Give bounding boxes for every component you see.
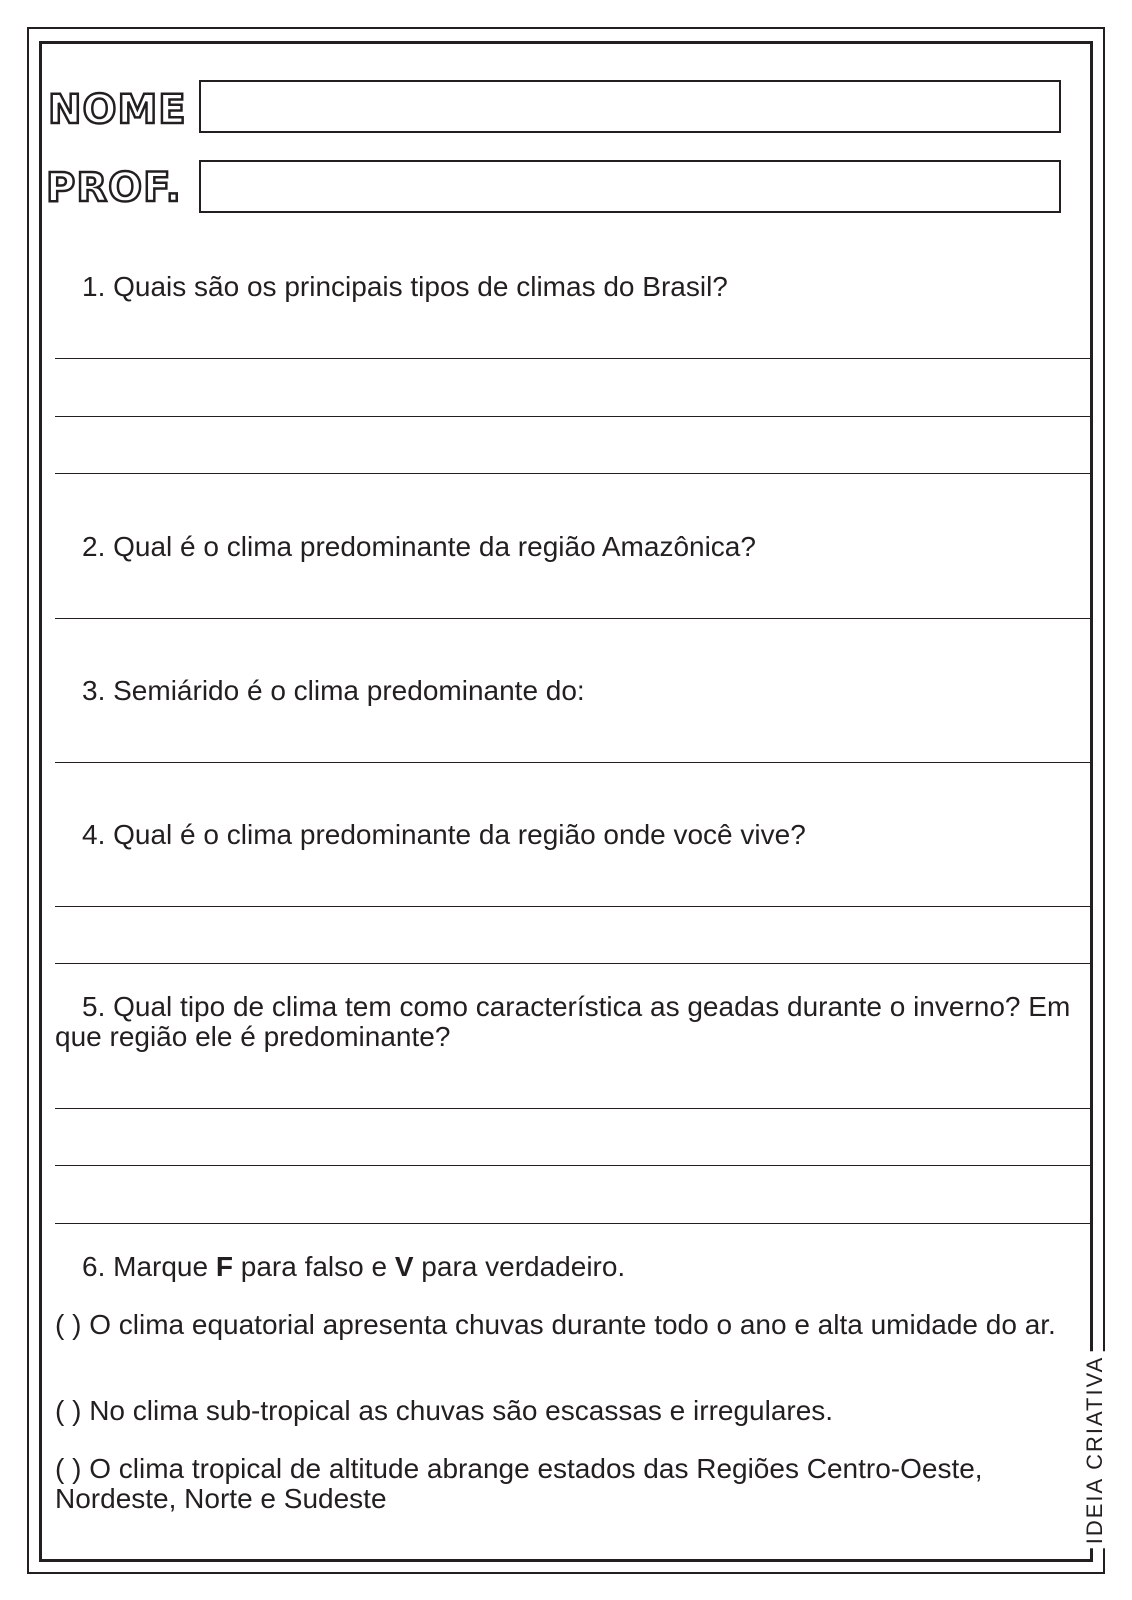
answer-line[interactable] bbox=[55, 1223, 1090, 1224]
answer-line[interactable] bbox=[55, 473, 1090, 474]
watermark-text: IDEIA CRIATIVA bbox=[1082, 1352, 1108, 1549]
question-4: 4. Qual é o clima predominante da região onde você vive? bbox=[82, 819, 806, 850]
true-false-item[interactable]: ( ) No clima sub-tropical as chuvas são escassas e irregulares. bbox=[55, 1395, 834, 1426]
answer-line[interactable] bbox=[55, 618, 1090, 619]
true-marker: V bbox=[394, 1251, 414, 1282]
answer-line[interactable] bbox=[55, 1165, 1090, 1166]
answer-line[interactable] bbox=[55, 906, 1090, 907]
true-false-item[interactable]: ( ) O clima equatorial apresenta chuvas durante todo o ano e alta umidade do ar. bbox=[55, 1309, 1056, 1340]
answer-line[interactable] bbox=[55, 358, 1090, 359]
question-5: 5. Qual tipo de clima tem como característica as geadas durante o inverno? Em que região ele é predominante? bbox=[55, 991, 1071, 1052]
answer-line[interactable] bbox=[55, 416, 1090, 417]
question-3: 3. Semiárido é o clima predominante do: bbox=[82, 675, 585, 706]
answer-line[interactable] bbox=[55, 1108, 1090, 1109]
watermark bbox=[1080, 1340, 1110, 1560]
question-1: 1. Quais são os principais tipos de climas do Brasil? bbox=[82, 271, 728, 302]
name-field[interactable] bbox=[199, 80, 1061, 133]
answer-line[interactable] bbox=[55, 963, 1090, 964]
question-2: 2. Qual é o clima predominante da região Amazônica? bbox=[82, 531, 756, 562]
name-label: NOME bbox=[48, 87, 187, 133]
teacher-label: PROF. bbox=[46, 165, 182, 211]
answer-line[interactable] bbox=[55, 762, 1090, 763]
question-6: 6. Marque F para falso e V para verdadeiro. bbox=[82, 1251, 626, 1282]
false-marker: F bbox=[215, 1251, 233, 1282]
teacher-field[interactable] bbox=[199, 160, 1061, 213]
true-false-item[interactable]: ( ) O clima tropical de altitude abrange estados das Regiões Centro-Oeste, Nordeste, Norte e Sudeste bbox=[55, 1453, 983, 1514]
